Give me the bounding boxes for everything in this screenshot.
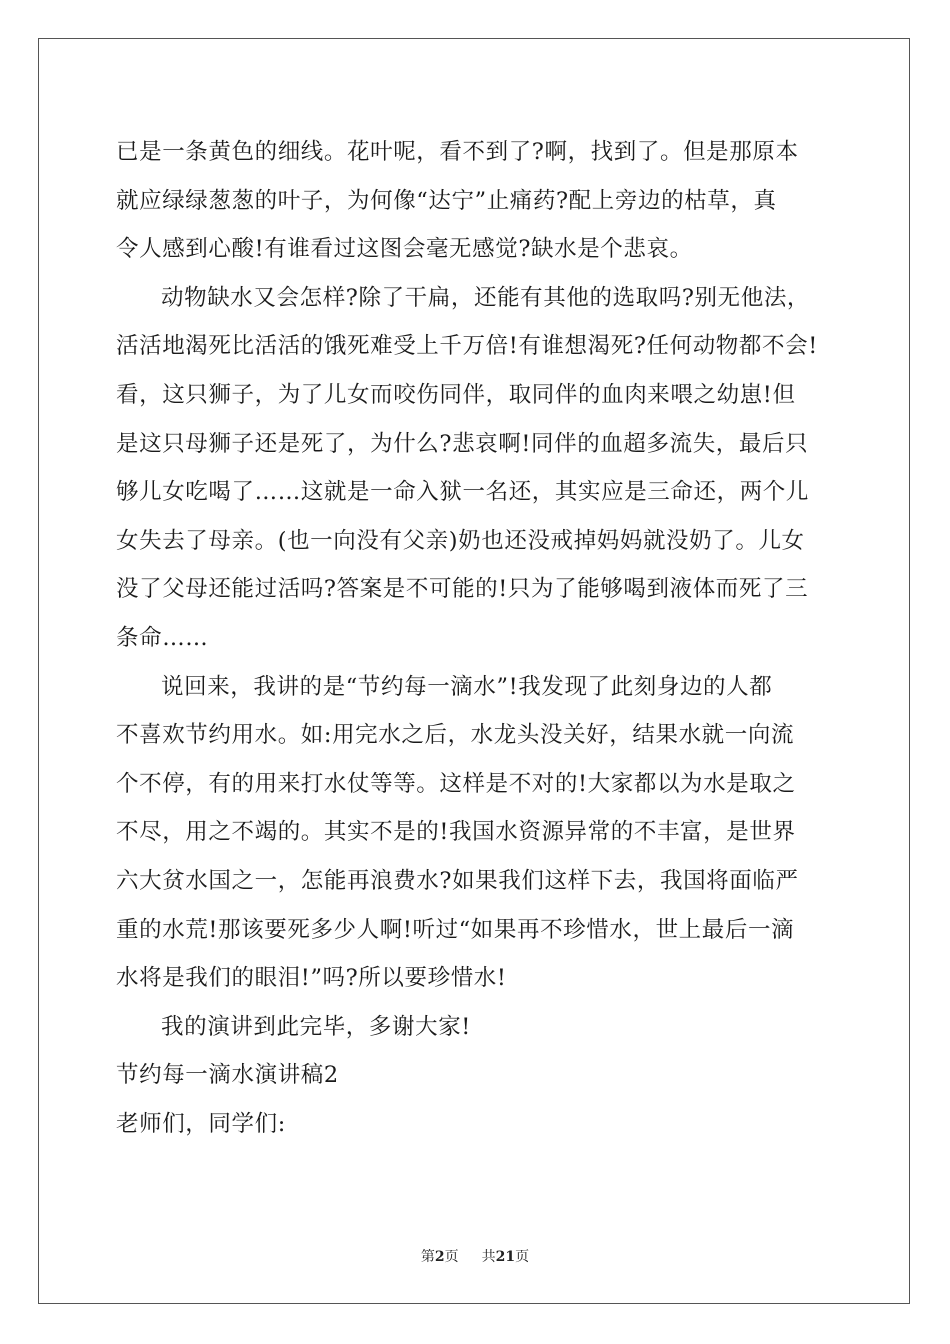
text-line: 活活地渴死比活活的饿死难受上千万倍!有谁想渴死?任何动物都不会! xyxy=(116,333,818,360)
text-line: 女失去了母亲。(也一向没有父亲)奶也还没戒掉妈妈就没奶了。儿女 xyxy=(116,527,805,554)
section-title: 节约每一滴水演讲稿2 xyxy=(116,1062,339,1089)
text-line: 个不停，有的用来打水仗等等。这样是不对的!大家都以为水是取之 xyxy=(116,770,796,797)
text-line: 条命…… xyxy=(116,624,209,651)
paragraph-3 xyxy=(116,663,836,1003)
paragraph-1 xyxy=(116,128,836,274)
text-line: 说回来，我讲的是“节约每一滴水”!我发现了此刻身边的人都 xyxy=(161,673,773,700)
text-line: 够儿女吃喝了……这就是一命入狱一名还，其实应是三命还，两个儿 xyxy=(116,479,810,506)
page-number xyxy=(421,1249,463,1265)
text-line: 我的演讲到此完毕，多谢大家! xyxy=(161,1013,471,1040)
page-total xyxy=(482,1249,529,1265)
page-prefix: 第 xyxy=(420,1249,435,1265)
text-line: 动物缺水又会怎样?除了干扁，还能有其他的选取吗?别无他法， xyxy=(161,284,811,311)
text-line: 已是一条黄色的细线。花叶呢，看不到了?啊，找到了。但是那原本 xyxy=(116,139,799,165)
total-pages: 21 xyxy=(495,1249,516,1265)
total-unit: 页 xyxy=(515,1249,530,1265)
paragraph-4 xyxy=(116,1003,836,1052)
text-line: 重的水荒!那该要死多少人啊!听过“如果再不珍惜水，世上最后一滴 xyxy=(116,916,795,943)
page-footer xyxy=(0,1246,950,1266)
text-line: 是这只母狮子还是死了，为什么?悲哀啊!同伴的血超多流失，最后只 xyxy=(116,430,809,457)
current-page: 2 xyxy=(434,1249,445,1265)
text-line: 看，这只狮子，为了儿女而咬伤同伴，取同伴的血肉来喂之幼崽!但 xyxy=(116,381,796,408)
text-line: 令人感到心酸!有谁看过这图会毫无感觉?缺水是个悲哀。 xyxy=(116,236,693,263)
text-line: 不尽，用之不竭的。其实不是的!我国水资源异常的不丰富，是世界 xyxy=(116,819,796,846)
text-line: 没了父母还能过活吗?答案是不可能的!只为了能够喝到液体而死了三 xyxy=(116,576,809,603)
text-line: 就应绿绿葱葱的叶子，为何像“达宁”止痛药?配上旁边的枯草，真 xyxy=(116,187,777,214)
text-line: 六大贫水国之一，怎能再浪费水?如果我们这样下去，我国将面临严 xyxy=(116,867,799,894)
text-line: 不喜欢节约用水。如:用完水之后，水龙头没关好，结果水就一向流 xyxy=(116,722,795,749)
page-unit: 页 xyxy=(444,1249,459,1265)
text-line: 水将是我们的眼泪!”吗?所以要珍惜水! xyxy=(116,965,507,992)
paragraph-2 xyxy=(116,274,836,663)
salutation: 老师们，同学们: xyxy=(116,1110,286,1137)
document-body xyxy=(116,128,836,1148)
total-prefix: 共 xyxy=(481,1249,496,1265)
